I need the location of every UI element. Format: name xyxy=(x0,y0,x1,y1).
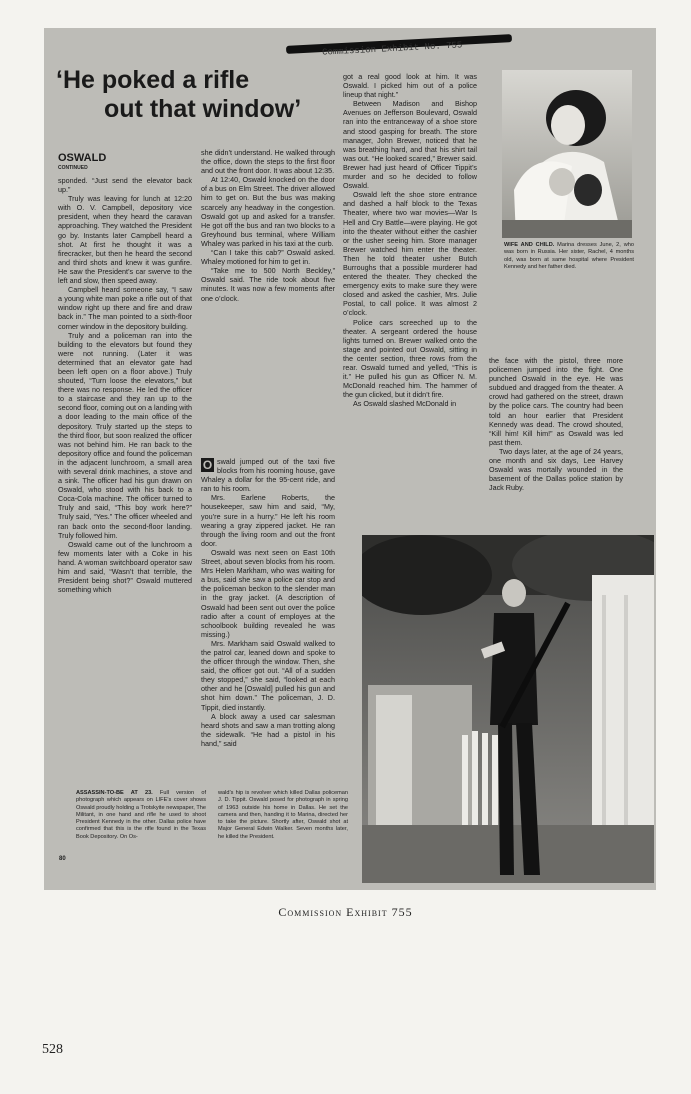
paragraph: Oswald came out of the lunchroom a few moments later with a Coke in his hand. A woman switchboard operator saw him and said, “Wasn’t that terrible, the President being shot?” Oswald muttered something which xyxy=(58,539,192,595)
headline-line-2: out that window’ xyxy=(104,95,302,123)
article-column-2-continued xyxy=(201,457,335,793)
assassin-photo xyxy=(362,535,654,883)
caption-heading: WIFE AND CHILD. xyxy=(504,242,555,248)
paragraph: Truly and a policeman ran into the building to the elevators but found they were not running. (Later it was determined that an elevator gate had been left open on a floor above.) Truly shouted, “Turn loose the elevators,” but there was no response. He led the officer to a staircase and they ran up to the second floor, coming out on a landing with a door leading to the main office of the depository. Truly started up the steps to the third floor, but soon realized the officer was not behind him. He ran back to the depository office and found the policeman in the adjacent lunchroom, a small area with several drink machines, a stove and a sink. The officer had his gun drawn on Oswald, who stood with his back to a Coca-Cola machine. The officer turned to Truly and said, “This boy work here?” Truly said, “Yes.” The officer wheeled and ran back onto the second-floor landing. Truly followed him. xyxy=(58,330,192,540)
caption-text: wald’s hip is revolver which killed Dallas policeman J. D. Tippit. Oswald posed for photograph in spring of 1963 outside his home in Dallas. He set the camera and then, handing it to Marina, directed her to take the picture. Shortly after, Oswald shot at Major General Edwin Walker. Seven months later, he killed the President. xyxy=(218,790,348,840)
paragraph: Mrs. Earlene Roberts, the housekeeper, saw him and said, “My, you’re sure in a hurry.” He left his room wearing a gray zippered jacket. He ran through the living room and out the front door. xyxy=(201,493,335,548)
paragraph: Police cars screeched up to the theater. A sergeant ordered the house lights turned on. Brewer walked onto the stage and pointed out Oswald, sitting in the center section, three rows from the rear. Oswald turned and yelled, “This is it.” He pulled his gun as Officer N. M. McDonald reached him. The hammer of the gun clicked, but it didn’t fire. xyxy=(343,317,477,400)
article-column-2 xyxy=(201,148,335,447)
drop-cap: O xyxy=(202,458,213,472)
wife-and-child-photo xyxy=(502,70,632,238)
paragraph: “Take me to 500 North Beckley,” Oswald said. The ride took about five minutes. It was now a few moments after one o’clock. xyxy=(201,266,335,303)
paragraph: At 12:40, Oswald knocked on the door of a bus on Elm Street. The driver allowed him to get on. But the bus was making scarcely any headway in the congestion. Oswald got up and asked for a transfer. He got off the bus and ran two blocks to a Greyhound bus terminal, where William Whaley was parked in his taxi at the curb. xyxy=(201,175,335,248)
wife-and-child-image xyxy=(502,70,632,238)
exhibit-stamp: Commission Exhibit No. 755 xyxy=(321,40,463,58)
article-column-1 xyxy=(58,176,192,794)
caption-text: Marina dresses June, 2, who was born in Russia. Her sister, Rachel, 4 months old, was born at same hospital where President Kennedy and her father died. xyxy=(504,242,634,270)
article-column-3 xyxy=(343,72,477,535)
paragraph: As Oswald slashed McDonald in xyxy=(353,399,457,409)
article-column-4 xyxy=(489,356,623,528)
exhibit-footer: Commission Exhibit 755 xyxy=(278,905,413,919)
headline-line-1: ‘He poked a rifle xyxy=(56,66,250,94)
paragraph xyxy=(201,457,335,493)
paragraph: Oswald was next seen on East 10th Street, about seven blocks from his room. Mrs Helen Markham, who was waiting for a bus, said she saw a police car stop and the policeman beckon to the slender man in the gray jacket. (A description of Oswald had been sent out over the police radio after a count of employes at the schoolbook building revealed he was missing.) xyxy=(201,547,335,639)
paragraph: Oswald left the shoe store entrance and dashed a half block to the Texas Theater, where two war movies—War Is Hell and Cry Battle—were playing. He got into the theater without either the cashier or the usher seeing him. Store manager Brewer watched him enter the theater. Then he told theater usher Butch Burroughs that a possible murderer had entered the theater. They checked the emergency exits to make sure they were closed and asked the cashier, Mrs. Julie Postal, to call police. It was almost 2 o’clock. xyxy=(343,190,477,318)
backyard-photo-image xyxy=(362,535,654,883)
paragraph: Campbell heard someone say, “I saw a young white man poke a rifle out of that window right up there and fire and draw back in.” The man pointed to a sixth-floor corner window in the depository building. xyxy=(58,285,192,331)
paragraph: Truly was leaving for lunch at 12:20 with O. V. Campbell, depository vice president, when they heard the caravan approaching. They watched the President go by. Instants later Campbell heard a shot. At first he thought it was a firecracker, but then he heard the second and third shots and knew it was gunfire. He saw the President’s car swerve to the left and slow, then speed away. xyxy=(58,194,192,286)
section-kicker: OSWALD xyxy=(58,152,107,164)
assassin-caption-left xyxy=(76,790,206,841)
paragraph: got a real good look at him. It was Oswald. I picked him out of a police lineup that night.” xyxy=(343,72,477,100)
paragraph: Between Madison and Bishop Avenues on Jefferson Boulevard, Oswald ran into the entranceway of a shoe store and stood gasping for breath. The store manager, John Brewer, noticed that he was breathing hard, and that his shirt tail was out. “He looked scared,” Brewer said. Brewer had just heard of Officer Tippit’s murder and so he decided to follow Oswald. xyxy=(343,99,477,191)
caption-heading: ASSASSIN-TO-BE AT 23. xyxy=(76,790,153,796)
magazine-page-number: 80 xyxy=(59,856,66,862)
paragraph-text: swald jumped out of the taxi five blocks from his rooming house, gave Whaley a dollar for the 95-cent ride, and ran to his room. xyxy=(201,457,335,494)
section-kicker-sub: CONTINUED xyxy=(58,165,88,171)
caption-text: Full version of photograph which appears on LIFE’s cover shows Oswald proudly holding a Trotskyite newspaper, The Militant, in one hand and rifle he used to shoot President Kennedy in the other. Dallas police have confirmed that this is the rifle found in the Texas Book Depository. On Os- xyxy=(76,790,206,840)
paragraph: Two days later, at the age of 24 years, one month and six days, Lee Harvey Oswald was mortally wounded in the basement of the Dallas police station by Jack Ruby. xyxy=(489,446,623,493)
paragraph: sponded. “Just send the elevator back up.” xyxy=(58,176,192,195)
paragraph: the face with the pistol, three more policemen jumped into the fight. One punched Oswald in the eye. He was subdued and dragged from the theater. A crowd had gathered on the street, drawn by the police cars. The country had been told an hour earlier that President Kennedy was dead. The crowd shouted, “Kill him! Kill him!” as Oswald was led past them. xyxy=(489,356,623,447)
headline xyxy=(56,66,346,124)
paragraph: she didn’t understand. He walked through the office, down the steps to the first floor and out the front door. It was about 12:35. xyxy=(201,148,335,176)
paragraph: Mrs. Markham said Oswald walked to the patrol car, leaned down and spoke to the officer through the window. Then, she said, the officer got out. “All of a sudden they stopped,” she said, “looked at each other and he [Oswald] pulled his gun and shot him down.” The policeman, J. D. Tippit, died instantly. xyxy=(201,638,335,712)
assassin-caption-right xyxy=(218,790,348,841)
paragraph: “Can I take this cab?” Oswald asked. Whaley motioned for him to get in. xyxy=(201,248,335,267)
paragraph: A block away a used car salesman heard shots and saw a man trotting along the sidewalk. “He had a pistol in his hand,” said xyxy=(201,711,335,748)
wife-and-child-caption xyxy=(504,242,634,271)
page-number: 528 xyxy=(42,1042,63,1057)
